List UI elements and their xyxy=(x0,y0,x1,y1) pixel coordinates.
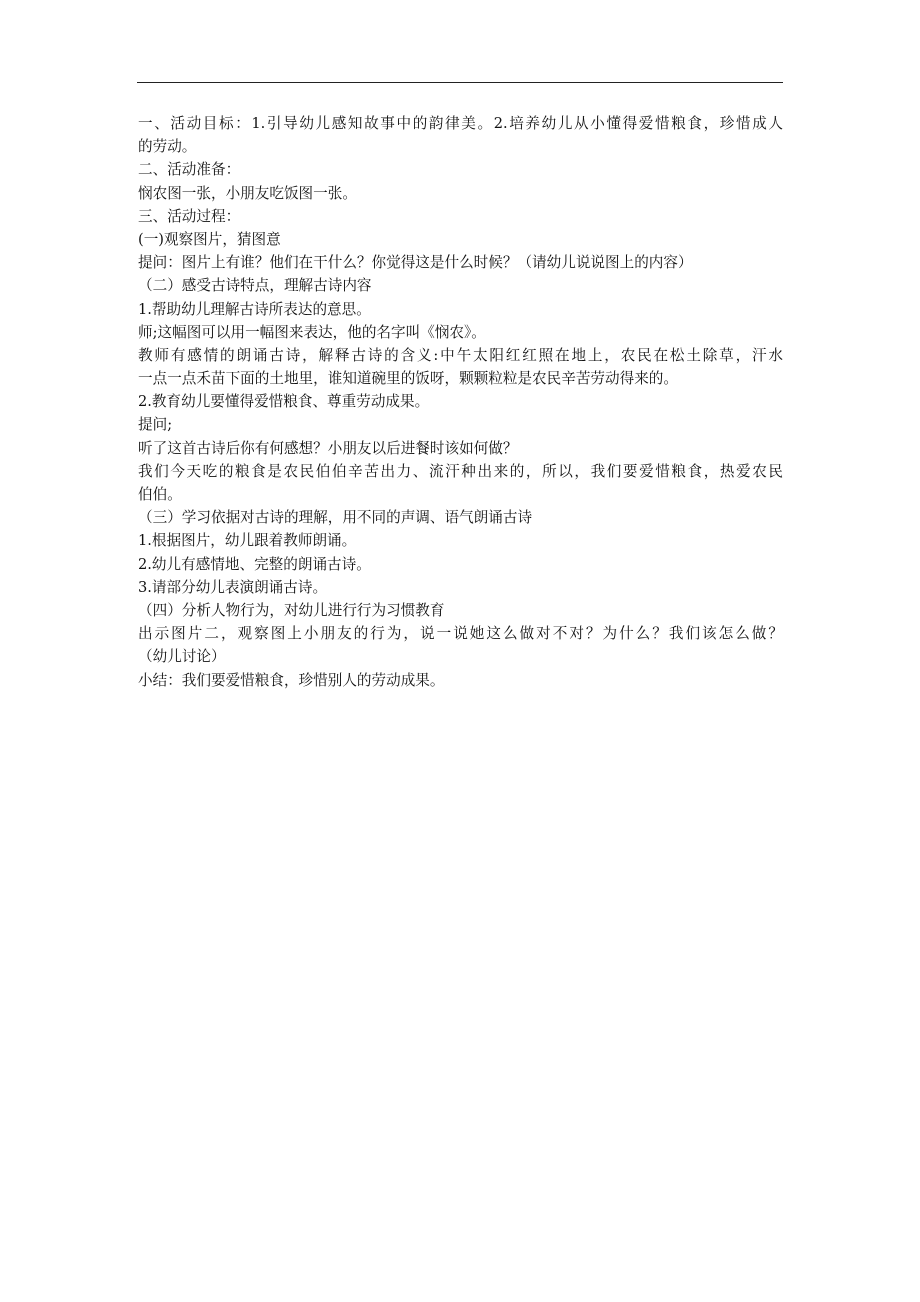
text-line: （四）分析人物行为，对幼儿进行行为习惯教育 xyxy=(138,601,445,619)
text-line: (一)观察图片，猜图意 xyxy=(138,230,281,248)
text-line: 提问; xyxy=(138,416,173,434)
text-line: 一点一点禾苗下面的土地里，谁知道碗里的饭呀，颗颗粒粒是农民辛苦劳动得来的。 xyxy=(138,370,678,388)
text-line: 悯农图一张，小朋友吃饭图一张。 xyxy=(138,184,357,202)
header-rule xyxy=(137,82,783,83)
text-line: 的劳动。 xyxy=(138,138,197,156)
text-line: 2.幼儿有感情地、完整的朗诵古诗。 xyxy=(138,555,371,573)
text-line: 我们今天吃的粮食是农民伯伯辛苦出力、流汗种出来的，所以，我们要爱惜粮食，热爱农民 xyxy=(138,462,783,480)
text-line: 出示图片二，观察图上小朋友的行为，说一说她这么做对不对？为什么？我们该怎么做？ xyxy=(138,625,783,643)
text-line: （幼儿讨论） xyxy=(138,648,226,666)
text-line: （二）感受古诗特点，理解古诗内容 xyxy=(138,277,372,295)
text-line: 3.请部分幼儿表演朗诵古诗。 xyxy=(138,578,328,596)
text-line: （三）学习依据对古诗的理解，用不同的声调、语气朗诵古诗 xyxy=(138,509,533,527)
text-line: 小结：我们要爱惜粮食，珍惜别人的劳动成果。 xyxy=(138,671,445,689)
text-line: 二、活动准备： xyxy=(138,161,241,179)
text-line: 1.帮助幼儿理解古诗所表达的意思。 xyxy=(138,300,371,318)
text-line: 师;这幅图可以用一幅图来表达，他的名字叫《悯农》。 xyxy=(138,323,486,341)
text-line: 一、活动目标：1.引导幼儿感知故事中的韵律美。2.培养幼儿从小懂得爱惜粮食，珍惜成人 xyxy=(138,115,783,132)
text-line: 1.根据图片，幼儿跟着教师朗诵。 xyxy=(138,532,357,550)
text-line: 提问：图片上有谁？他们在干什么？你觉得这是什么时候？（请幼儿说说图上的内容） xyxy=(138,254,693,272)
text-line: 伯伯。 xyxy=(138,486,182,503)
document-body xyxy=(138,112,786,692)
text-line: 听了这首古诗后你有何感想？小朋友以后进餐时该如何做？ xyxy=(138,439,518,457)
text-line: 三、活动过程： xyxy=(138,207,241,225)
text-line: 2.教育幼儿要懂得爱惜粮食、尊重劳动成果。 xyxy=(138,393,430,411)
text-line: 教师有感情的朗诵古诗，解释古诗的含义:中午太阳红红照在地上，农民在松土除草，汗水 xyxy=(138,346,783,364)
